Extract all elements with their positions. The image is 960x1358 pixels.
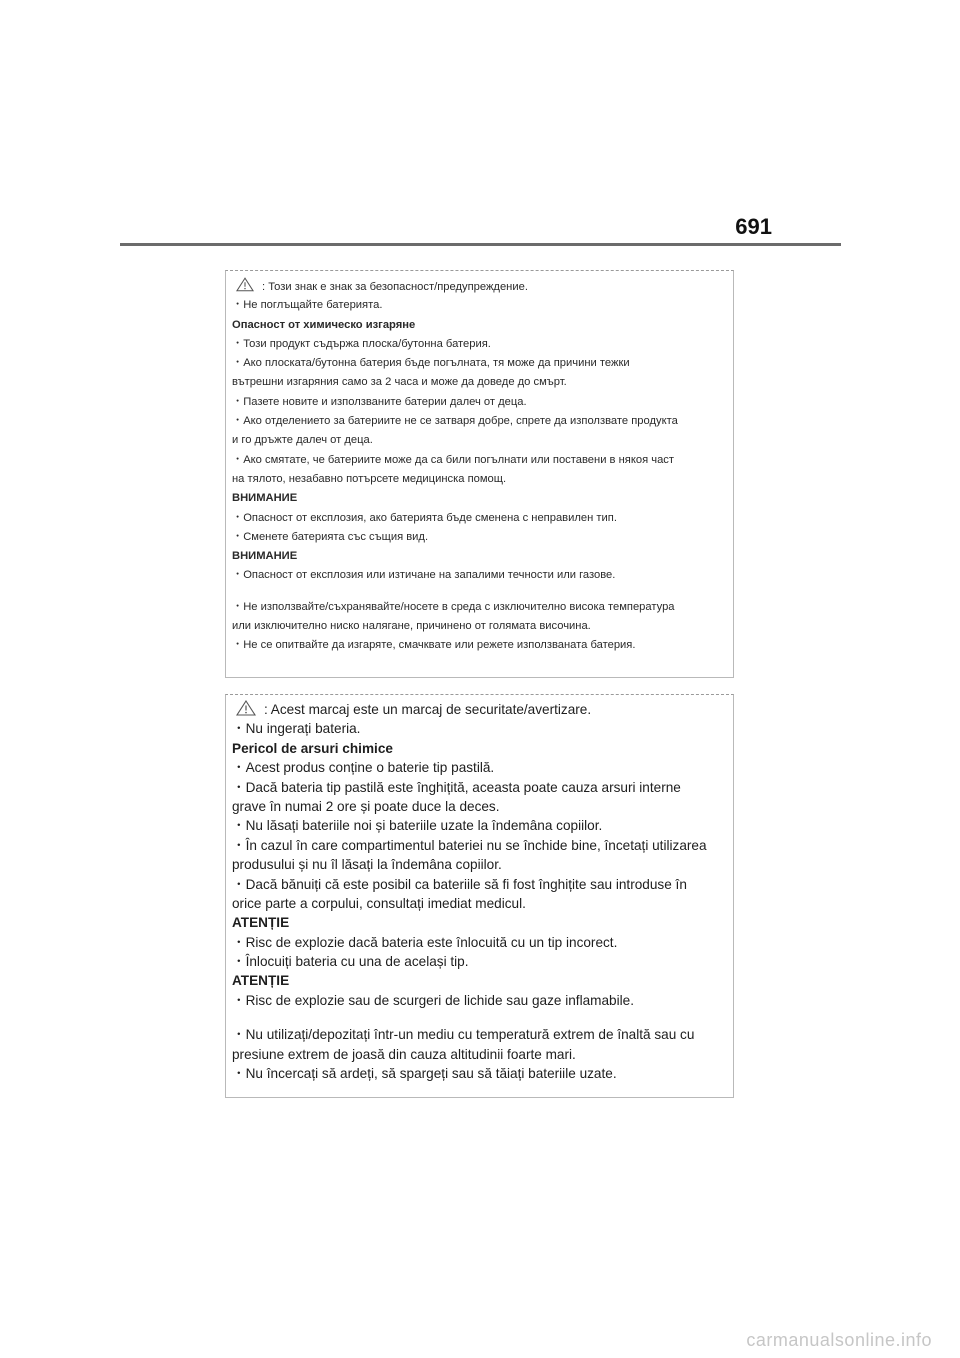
footer-watermark: carmanualsonline.info bbox=[746, 1330, 932, 1350]
bg-intro-line bbox=[232, 277, 733, 296]
ro-heading: ATENȚIE bbox=[232, 915, 290, 931]
bg-gap bbox=[232, 586, 733, 598]
ro-gap bbox=[232, 1010, 733, 1025]
bg-line: или изключително ниско налягане, причинено от голямата височина. bbox=[232, 620, 591, 633]
ro-line: orice parte a corpului, consultați imediat medicul. bbox=[232, 895, 526, 911]
ro-intro-line bbox=[232, 700, 733, 719]
bulgarian-warning-box bbox=[225, 270, 734, 678]
ro-line: ・Risc de explozie sau de scurgeri de lichide sau gaze inflamabile. bbox=[232, 992, 634, 1008]
bg-line: ・Не използвайте/съхранявайте/носете в среда с изключително висока температура bbox=[232, 600, 675, 613]
bg-line: ・Опасност от експлозия, ако батерията бъде сменена с неправилен тип. bbox=[232, 511, 617, 524]
bg-line: ・Ако смятате, че батериите може да са били погълнати или поставени в някоя част bbox=[232, 453, 675, 466]
ro-line: grave în numai 2 ore și poate duce la deces. bbox=[232, 798, 500, 814]
ro-line: ・Nu utilizați/depozitați într-un mediu cu temperatură extrem de înaltă sau cu bbox=[232, 1027, 695, 1043]
bg-line: вътрешни изгаряния само за 2 часа и може да доведе до смърт. bbox=[232, 376, 567, 389]
bg-line: и го дръжте далеч от деца. bbox=[232, 434, 373, 447]
bg-heading: Опасност от химическо изгаряне bbox=[232, 318, 416, 331]
bg-line: ・Не поглъщайте батерията. bbox=[232, 299, 383, 312]
romanian-warning-box bbox=[225, 694, 734, 1098]
ro-line: ・Dacă bănuiți că este posibil ca bateriile să fi fost înghițite sau introduse în bbox=[232, 876, 687, 892]
bg-line: ・Не се опитвайте да изгаряте, смачквате или режете използваната батерия. bbox=[232, 639, 636, 652]
bg-heading: ВНИМАНИЕ bbox=[232, 492, 298, 505]
bg-intro-text: : Този знак е знак за безопасност/предупреждение. bbox=[262, 281, 528, 293]
ro-line: ・Acest produs conține o baterie tip pastilă. bbox=[232, 760, 495, 776]
bg-line: ・Ако отделението за батериите не се затваря добре, спрете да използвате продукта bbox=[232, 415, 678, 428]
warning-triangle-icon bbox=[236, 700, 256, 721]
ro-line: ・Înlocuiți bateria cu una de același tip. bbox=[232, 954, 469, 970]
page-number: 691 bbox=[735, 214, 772, 239]
bg-line: ・Пазете новите и използваните батерии далеч от деца. bbox=[232, 395, 527, 408]
ro-line: ・Nu lăsați bateriile noi și bateriile uzate la îndemâna copiilor. bbox=[232, 818, 603, 834]
ro-line: ・În cazul în care compartimentul bateriei nu se închide bine, încetați utilizarea bbox=[232, 837, 707, 853]
bg-line: ・Ако плоската/бутонна батерия бъде погълната, тя може да причини тежки bbox=[232, 357, 630, 370]
ro-line: ・Dacă bateria tip pastilă este înghițită, aceasta poate cauza arsuri interne bbox=[232, 779, 681, 795]
ro-intro-text: : Acest marcaj este un marcaj de securitate/avertizare. bbox=[264, 702, 592, 717]
ro-line: ・Risc de explozie dacă bateria este înlocuită cu un tip incorect. bbox=[232, 934, 618, 950]
ro-line: produsului și nu îl lăsați la îndemâna copiilor. bbox=[232, 857, 502, 873]
bg-line: ・Сменете батерията със същия вид. bbox=[232, 530, 429, 543]
header-rule bbox=[120, 243, 841, 246]
ro-line: ・Nu ingerați bateria. bbox=[232, 721, 361, 737]
ro-heading: Pericol de arsuri chimice bbox=[232, 740, 393, 756]
bg-heading: ВНИМАНИЕ bbox=[232, 550, 298, 563]
ro-heading: ATENȚIE bbox=[232, 973, 290, 989]
ro-line: presiune extrem de joasă din cauza altitudinii foarte mari. bbox=[232, 1046, 576, 1062]
bg-line: на тялото, незабавно потърсете медицинска помощ. bbox=[232, 472, 507, 485]
bg-line: ・Този продукт съдържа плоска/бутонна батерия. bbox=[232, 337, 491, 350]
bg-line: ・Опасност от експлозия или изтичане на запалими течности или газове. bbox=[232, 569, 616, 582]
ro-line: ・Nu încercați să ardeți, să spargeți sau să tăiați bateriile uzate. bbox=[232, 1066, 617, 1082]
